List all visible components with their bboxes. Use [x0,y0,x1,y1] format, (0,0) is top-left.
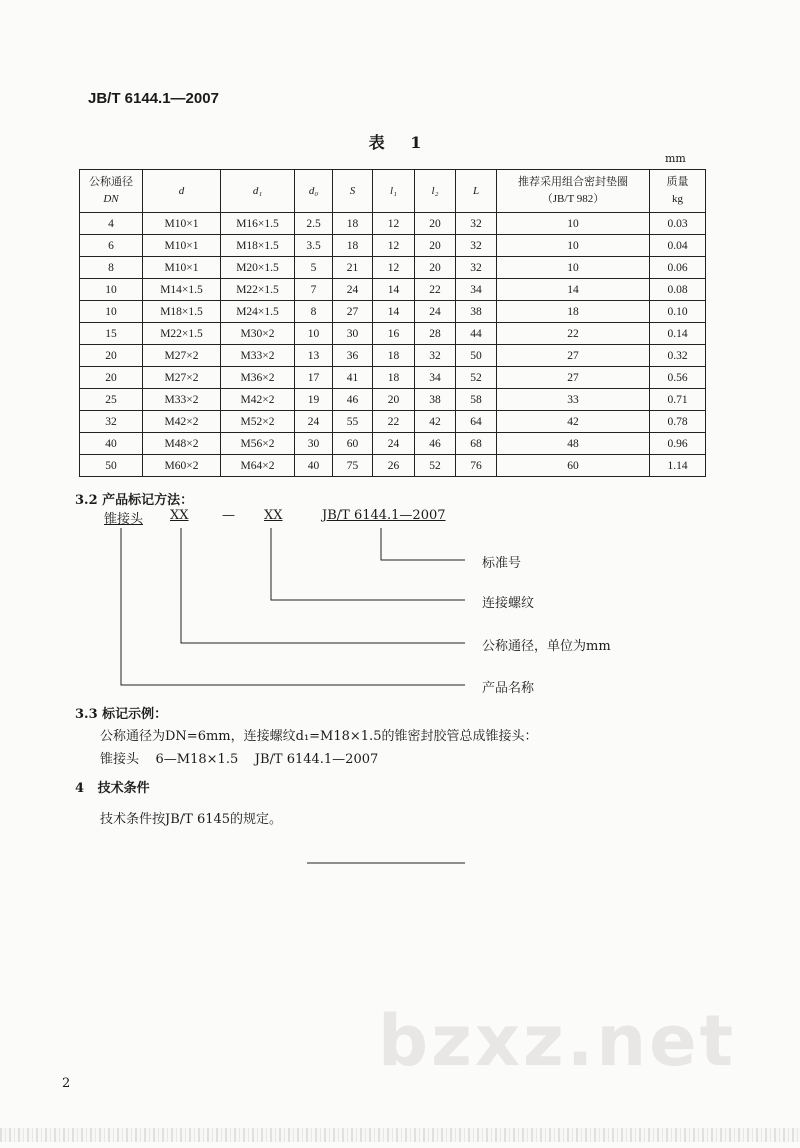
table-cell: 12 [373,257,415,279]
table-cell: M60×2 [143,455,221,477]
callout-thread: 连接螺纹 [482,596,535,611]
table-cell: 10 [80,279,143,301]
table-row [80,235,706,257]
table-cell: M22×1.5 [221,279,295,301]
table-cell: M33×2 [143,389,221,411]
table-row [80,345,706,367]
table-cell: M10×1 [143,213,221,235]
marking-dash: — [222,508,235,523]
page-number: 2 [62,1076,71,1091]
example-marking: 锥接头 6—M18×1.5 JB/T 6144.1—2007 [100,752,379,767]
callout-nominal: 公称通径，单位为mm [482,639,611,654]
table-cell: 8 [80,257,143,279]
table-cell: 20 [415,213,456,235]
table-cell: M10×1 [143,257,221,279]
table-cell: 50 [80,455,143,477]
column-header [373,170,415,213]
example-description: 公称通径为DN=6mm，连接螺纹d₁=M18×1.5的锥密封胶管总成锥接头： [100,729,538,744]
table-cell: M22×1.5 [143,323,221,345]
table-cell: 0.32 [650,345,706,367]
table-cell: 0.08 [650,279,706,301]
table-cell: 32 [456,213,497,235]
column-header [143,170,221,213]
table-row [80,257,706,279]
table-cell: 52 [415,455,456,477]
table-cell: 30 [295,433,333,455]
column-header-line1: l₁ [390,184,397,197]
table-cell: 50 [456,345,497,367]
table-cell: 22 [373,411,415,433]
table-cell: 28 [415,323,456,345]
table-cell: 21 [333,257,373,279]
table-cell: 36 [333,345,373,367]
table-cell: 46 [333,389,373,411]
table-row [80,433,706,455]
table-cell: M30×2 [221,323,295,345]
table-cell: 46 [415,433,456,455]
column-header [221,170,295,213]
table-cell: 76 [456,455,497,477]
column-header [650,170,706,213]
column-header [295,170,333,213]
table-cell: 33 [497,389,650,411]
unit-label: mm [665,152,686,165]
table-cell: 24 [373,433,415,455]
table-row [80,389,706,411]
table-cell: 0.96 [650,433,706,455]
column-header [497,170,650,213]
table-cell: 0.71 [650,389,706,411]
table-cell: 18 [497,301,650,323]
table-cell: M33×2 [221,345,295,367]
table-cell: M52×2 [221,411,295,433]
column-header-line1: l₂ [431,184,439,197]
table-cell: 10 [497,257,650,279]
table-row [80,323,706,345]
table-cell: M64×2 [221,455,295,477]
column-header-line1: L [472,184,480,197]
scan-noise-strip [0,1128,800,1142]
table-cell: 0.14 [650,323,706,345]
column-header-line2: kg [672,193,683,205]
table-cell: 16 [373,323,415,345]
table-cell: 13 [295,345,333,367]
table-cell: 75 [333,455,373,477]
table-cell: 44 [456,323,497,345]
table-cell: 32 [456,257,497,279]
table-caption: 表 1 [368,133,432,152]
table-cell: 68 [456,433,497,455]
table-cell: M42×2 [143,411,221,433]
table-body [80,213,706,477]
table-cell: 0.78 [650,411,706,433]
table-row [80,301,706,323]
marking-standard: JB/T 6144.1—2007 [322,508,446,523]
table-row [80,213,706,235]
table-cell: 10 [497,213,650,235]
column-header-line1: d [178,184,185,197]
table-cell: 5 [295,257,333,279]
table-cell: 24 [415,301,456,323]
table-cell: 22 [497,323,650,345]
table-cell: 14 [373,279,415,301]
table-cell: 41 [333,367,373,389]
table-cell: M16×1.5 [221,213,295,235]
table-cell: 27 [333,301,373,323]
table-cell: 6 [80,235,143,257]
watermark: bzxz.net [378,1000,737,1082]
column-header-line1: S [349,184,356,197]
table-cell: 10 [80,301,143,323]
table-cell: 22 [415,279,456,301]
table-cell: 15 [80,323,143,345]
section-3-3-title: 3.3 标记示例： [75,707,168,722]
column-header-line1: 公称通径 [89,176,133,188]
column-header [333,170,373,213]
table-cell: 2.5 [295,213,333,235]
dimension-table [79,169,706,477]
table-row [80,367,706,389]
table-cell: M36×2 [221,367,295,389]
table-cell: 40 [295,455,333,477]
table-cell: 26 [373,455,415,477]
table-cell: 0.03 [650,213,706,235]
table-cell: 18 [373,345,415,367]
table-cell: 19 [295,389,333,411]
callout-product: 产品名称 [482,681,535,696]
column-header-line1: 质量 [666,176,689,188]
table-cell: M48×2 [143,433,221,455]
column-header-line1: d₁ [252,184,263,197]
table-row [80,411,706,433]
table-cell: 58 [456,389,497,411]
column-header-line2: （JB/T 982） [541,193,605,205]
marking-thread-placeholder: XX [264,508,283,523]
column-header [80,170,143,213]
table-cell: 0.04 [650,235,706,257]
column-header-line1: d₀ [308,184,319,197]
table-cell: M18×1.5 [143,301,221,323]
table-cell: 4 [80,213,143,235]
table-cell: 42 [415,411,456,433]
table-cell: 7 [295,279,333,301]
table-cell: 55 [333,411,373,433]
section-4-body: 技术条件按JB/T 6145的规定。 [100,812,283,827]
column-header-line2: DN [103,193,119,205]
table-cell: M24×1.5 [221,301,295,323]
document-id: JB/T 6144.1—2007 [88,90,219,107]
table-cell: 12 [373,213,415,235]
table-cell: M56×2 [221,433,295,455]
table-cell: M20×1.5 [221,257,295,279]
table-cell: 20 [80,367,143,389]
table-cell: 64 [456,411,497,433]
table-cell: 32 [415,345,456,367]
table-cell: 18 [373,367,415,389]
table-cell: 34 [456,279,497,301]
table-cell: 48 [497,433,650,455]
table-cell: 1.14 [650,455,706,477]
table-header-row [80,170,706,213]
callout-standard-no: 标准号 [482,556,522,571]
table-cell: 14 [497,279,650,301]
table-cell: M42×2 [221,389,295,411]
table-cell: 20 [80,345,143,367]
table-cell: 38 [415,389,456,411]
table-cell: 27 [497,345,650,367]
column-header-line1: 推荐采用组合密封垫圈 [518,176,628,188]
section-4-title: 4 技术条件 [75,781,150,796]
table-cell: 24 [333,279,373,301]
table-cell: 0.06 [650,257,706,279]
table-cell: 27 [497,367,650,389]
table-cell: 60 [497,455,650,477]
marking-name: 锥接头 [104,512,144,527]
table-cell: 3.5 [295,235,333,257]
table-cell: 18 [333,213,373,235]
column-header [456,170,497,213]
table-cell: 20 [415,235,456,257]
table-cell: 38 [456,301,497,323]
marking-nominal-placeholder: XX [170,508,189,523]
table-cell: 34 [415,367,456,389]
table-cell: 52 [456,367,497,389]
table-cell: M14×1.5 [143,279,221,301]
table-cell: 32 [456,235,497,257]
table-cell: M18×1.5 [221,235,295,257]
table-cell: 0.56 [650,367,706,389]
table-cell: 30 [333,323,373,345]
table-cell: 40 [80,433,143,455]
table-cell: 32 [80,411,143,433]
table-cell: 10 [295,323,333,345]
column-header [415,170,456,213]
table-row [80,455,706,477]
table-row [80,279,706,301]
table-cell: M27×2 [143,345,221,367]
table-cell: 18 [333,235,373,257]
table-cell: 17 [295,367,333,389]
table-cell: 24 [295,411,333,433]
table-cell: 42 [497,411,650,433]
table-cell: 8 [295,301,333,323]
section-3-2-title: 3.2 产品标记方法： [75,493,194,508]
table-cell: 25 [80,389,143,411]
table-cell: 14 [373,301,415,323]
table-cell: 60 [333,433,373,455]
table-cell: 20 [415,257,456,279]
table-cell: M10×1 [143,235,221,257]
table-cell: 12 [373,235,415,257]
table-cell: M27×2 [143,367,221,389]
table-cell: 0.10 [650,301,706,323]
table-cell: 10 [497,235,650,257]
table-cell: 20 [373,389,415,411]
